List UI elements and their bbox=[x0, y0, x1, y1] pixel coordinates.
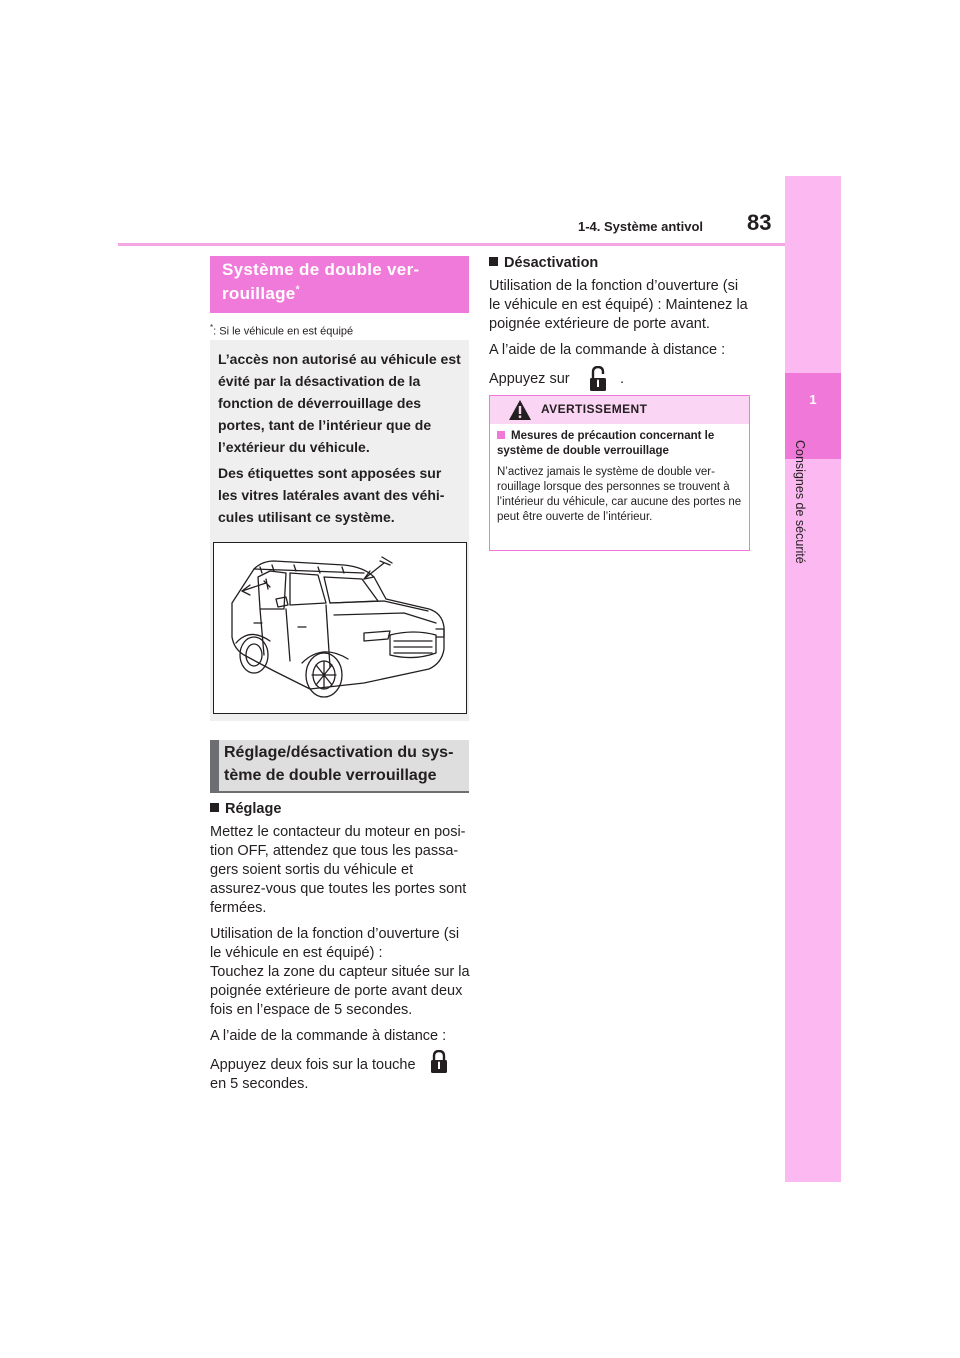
unlock-icon bbox=[589, 366, 607, 392]
reglage-lock-instruction bbox=[210, 1056, 472, 1094]
reglage-paragraph-3: A l’aide de la commande à distance : bbox=[210, 1028, 447, 1044]
square-bullet-icon bbox=[210, 803, 219, 812]
desactivation-title bbox=[489, 254, 751, 273]
chapter-title bbox=[793, 440, 807, 580]
footnote-marker: * bbox=[210, 323, 214, 332]
warning-subtitle bbox=[497, 429, 745, 459]
reglage-title-text: Réglage bbox=[225, 801, 282, 817]
reglage-paragraph-1: Mettez le contacteur du moteur en posi-tion OFF, attendez que tous les passa-gers soient sortis du véhicule et assurez-vous que toutes les portes sont fermées. bbox=[210, 824, 467, 916]
desactivation-paragraph-2: A l’aide de la commande à distance : bbox=[489, 342, 726, 358]
page-number: 83 bbox=[747, 210, 772, 235]
heading-bar bbox=[210, 740, 219, 792]
heading-line-1: Système de double ver- bbox=[222, 260, 420, 279]
square-bullet-icon bbox=[497, 431, 505, 439]
warning-subtitle-text: Mesures de précaution concernant le système de double verrouillage bbox=[497, 430, 715, 457]
heading-line-2 bbox=[222, 284, 300, 304]
desactivation-title-text: Désactivation bbox=[504, 255, 599, 271]
desactivation-section bbox=[489, 254, 751, 394]
grey-heading-line-1: Réglage/désactivation du sys- bbox=[224, 744, 454, 761]
warning-triangle-icon bbox=[508, 399, 532, 421]
section-heading-double-lock bbox=[210, 256, 469, 313]
section-title: 1-4. Système antivol bbox=[578, 219, 703, 234]
reglage-paragraph-2a: Utilisation de la fonction d’ouverture (si le véhicule en est équipé) : bbox=[210, 926, 460, 961]
suv-car-illustration bbox=[213, 542, 467, 714]
reglage-paragraph-4b: en 5 secondes. bbox=[210, 1076, 309, 1092]
footnote-text: : Si le véhicule en est équipé bbox=[213, 325, 354, 338]
reglage-paragraph-4a: Appuyez deux fois sur la touche bbox=[210, 1057, 416, 1073]
grey-heading-line-2: tème de double verrouillage bbox=[224, 767, 437, 784]
footnote bbox=[210, 323, 353, 338]
square-bullet-icon bbox=[489, 257, 498, 266]
section-heading-setting bbox=[210, 740, 469, 792]
reglage-title bbox=[210, 800, 472, 819]
desactivation-paragraph-3b: . bbox=[620, 371, 625, 387]
heading-footnote-marker: * bbox=[295, 284, 300, 296]
warning-body: N’activez jamais le système de double ver-rouillage lorsque des personnes se trouvent à l’intérieur du véhicule, car aucune des portes ne peut être ouverte de l’intérieur. bbox=[497, 466, 742, 523]
desactivation-paragraph-1: Utilisation de la fonction d’ouverture (si le véhicule en est équipé) : Maintenez la poignée extérieure de porte avant. bbox=[489, 278, 748, 332]
header-rule bbox=[118, 243, 785, 246]
intro-paragraph-1: L’accès non autorisé au véhicule est évité par la désactivation de la fonction de déverrouillage des portes, tant de l’intérieur que de l’extérieur du véhicule. bbox=[218, 351, 461, 455]
intro-paragraph-2: Des étiquettes sont apposées sur les vitres latérales avant des véhi-cules utilisant ce système. bbox=[218, 465, 445, 525]
heading-underline bbox=[210, 791, 469, 793]
chapter-title-text: Consignes de sécurité bbox=[793, 440, 807, 564]
reglage-paragraph-2b: Touchez la zone du capteur située sur la poignée extérieure de porte avant deux fois en l’espace de 5 secondes. bbox=[210, 964, 470, 1018]
heading-line-2-text: rouillage bbox=[222, 284, 296, 303]
side-tab-band bbox=[785, 176, 841, 1182]
desactivation-unlock-instruction bbox=[489, 370, 751, 394]
reglage-section bbox=[210, 800, 472, 1094]
intro-text bbox=[218, 348, 463, 532]
car-drawing bbox=[214, 543, 466, 713]
lock-icon bbox=[430, 1050, 448, 1074]
desactivation-paragraph-3a: Appuyez sur bbox=[489, 371, 570, 387]
warning-title: AVERTISSEMENT bbox=[541, 402, 648, 416]
chapter-number: 1 bbox=[809, 392, 817, 407]
